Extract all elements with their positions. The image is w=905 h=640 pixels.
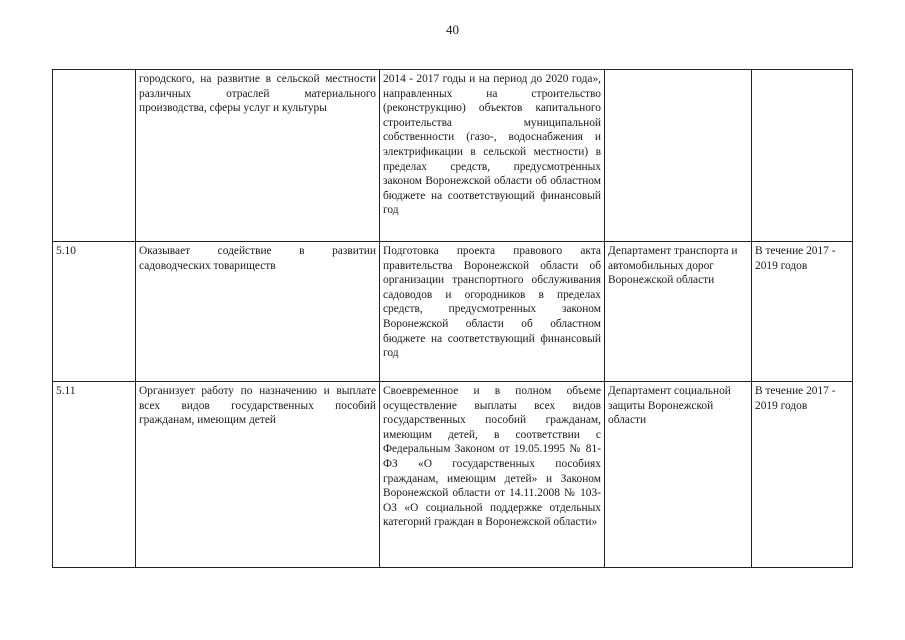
action-text: Организует работу по назначению и выплате всех видов государственных пособий гражданам, имеющим детей [139, 385, 376, 427]
action-text: Оказывает содействие в развитии садоводческих товариществ [139, 245, 376, 272]
row-number-cell [53, 382, 136, 568]
mechanism-text: Подготовка проекта правового акта правительства Воронежской области об организации транспортного обслуживания садоводов и огородников в пределах средств, предусмотренных законом Воронежской области об областном бюджете на соответствующий финансовый год [383, 245, 601, 360]
executor-text: Департамент социальной защиты Воронежской области [608, 385, 731, 427]
action-cell [136, 242, 380, 382]
term-cell [752, 382, 853, 568]
row-number: 5.10 [56, 245, 76, 257]
mechanism-cell [380, 382, 605, 568]
term-cell [752, 242, 853, 382]
table-row [53, 242, 853, 382]
term-text: В течение 2017 - 2019 годов [755, 245, 836, 272]
executor-text: Департамент транспорта и автомобильных дорог Воронежской области [608, 245, 738, 287]
mechanism-cell [380, 70, 605, 242]
mechanism-cell [380, 242, 605, 382]
page-number: 40 [446, 22, 459, 37]
measures-table [52, 69, 853, 568]
mechanism-text: 2014 - 2017 годы и на период до 2020 года», направленных на строительство (реконструкцию) объектов капитального строительства муниципальной собственности (газо-, водоснабжения и электрификации в сельской местности) в пределах средств, предусмотренных законом Воронежской области об областном бюджете на соответствующий финансовый год [383, 73, 601, 217]
row-number-cell [53, 242, 136, 382]
action-text: городского, на развитие в сельской местности различных отраслей материального производства, сферы услуг и культуры [139, 73, 376, 115]
row-number: 5.11 [56, 385, 76, 397]
executor-cell [605, 242, 752, 382]
executor-cell [605, 382, 752, 568]
mechanism-text: Своевременное и в полном объеме осуществление выплаты всех видов государственных пособий гражданам, имеющим детей, в соответствии с Федеральным Законом от 19.05.1995 № 81-ФЗ «О государственных пособиях гражданам, имеющим детей» и Законом Воронежской области от 14.11.2008 № 103-ОЗ «О социальной поддержке отдельных категорий граждан в Воронежской области» [383, 385, 601, 529]
table-row [53, 382, 853, 568]
row-number-cell [53, 70, 136, 242]
action-cell [136, 70, 380, 242]
table-row [53, 70, 853, 242]
term-cell [752, 70, 853, 242]
term-text: В течение 2017 - 2019 годов [755, 385, 836, 412]
action-cell [136, 382, 380, 568]
executor-cell [605, 70, 752, 242]
